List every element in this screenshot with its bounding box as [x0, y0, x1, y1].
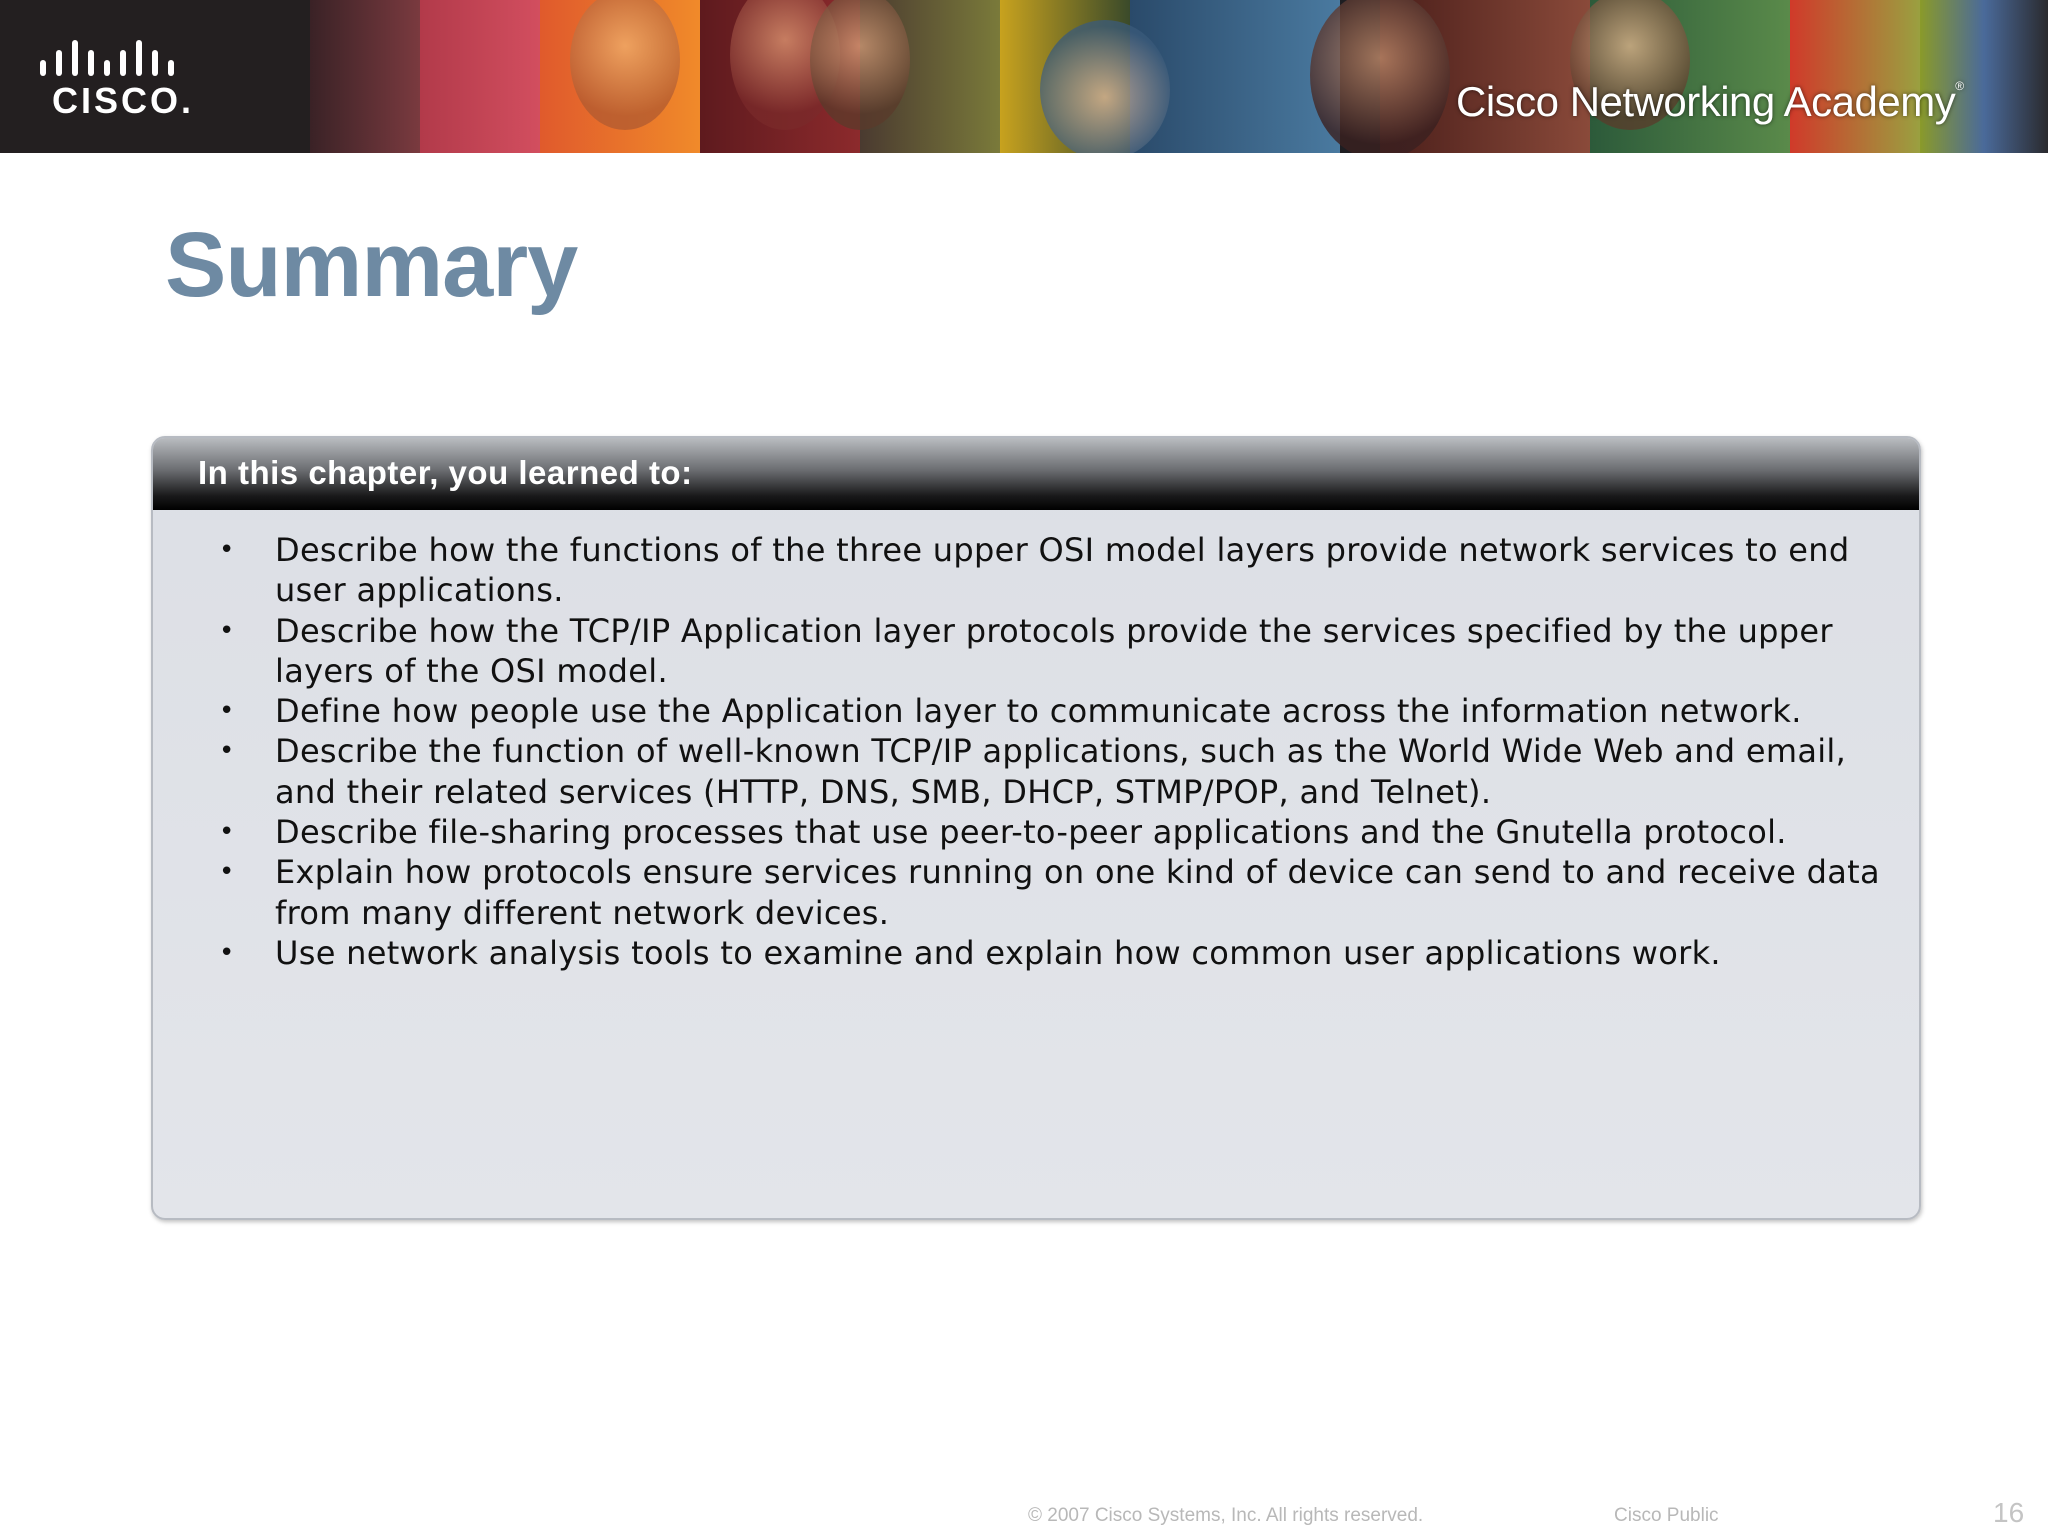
bullet-text: Describe how the TCP/IP Application layer protocols provide the services specified by the upper layers of the OSI model. [275, 611, 1833, 690]
bullet-icon: • [219, 736, 235, 767]
list-item [153, 691, 1919, 731]
list-item [153, 852, 1919, 933]
academy-text: Cisco Networking Academy [1456, 78, 1956, 125]
cisco-logo [0, 0, 310, 153]
list-item [153, 812, 1919, 852]
list-item [153, 731, 1919, 812]
bullet-text: Describe the function of well-known TCP/IP applications, such as the World Wide Web and email, and their related services (HTTP, DNS, SMB, DHCP, STMP/POP, and Telnet). [275, 732, 1847, 811]
page-number: 16 [1993, 1497, 2025, 1528]
list-item [153, 933, 1919, 973]
bullet-icon: • [219, 937, 235, 968]
header-banner [0, 0, 2048, 153]
bullet-icon: • [219, 857, 235, 888]
panel-heading: In this chapter, you learned to: [198, 454, 693, 491]
bullet-icon: • [219, 615, 235, 646]
bullet-icon: • [219, 817, 235, 848]
summary-panel [151, 436, 1921, 1220]
bullet-icon: • [219, 696, 235, 727]
registered-mark: ® [1955, 79, 1964, 93]
list-item [153, 530, 1919, 611]
bullet-icon: • [219, 535, 235, 565]
page-title: Summary [165, 214, 578, 316]
summary-bullet-list [153, 530, 1919, 973]
panel-header [153, 438, 1919, 510]
classification-label: Cisco Public [1614, 1505, 1719, 1526]
cisco-bridge-logo-icon [38, 38, 188, 80]
bullet-text: Explain how protocols ensure services running on one kind of device can send to and receive data from many different network devices. [275, 853, 1880, 932]
student-photo-collage [310, 0, 2048, 153]
cisco-logo-text: CISCO. [52, 80, 195, 121]
bullet-text: Define how people use the Application layer to communicate across the information network. [275, 692, 1802, 731]
bullet-text: Describe how the functions of the three upper OSI model layers provide network services to end user applications. [275, 531, 1850, 610]
copyright-notice: © 2007 Cisco Systems, Inc. All rights reserved. [1028, 1505, 1424, 1526]
list-item [153, 611, 1919, 692]
bullet-text: Use network analysis tools to examine and explain how common user applications work. [275, 933, 1721, 972]
bullet-text: Describe file-sharing processes that use peer-to-peer applications and the Gnutella protocol. [275, 813, 1787, 852]
networking-academy-wordmark [1456, 78, 1964, 126]
